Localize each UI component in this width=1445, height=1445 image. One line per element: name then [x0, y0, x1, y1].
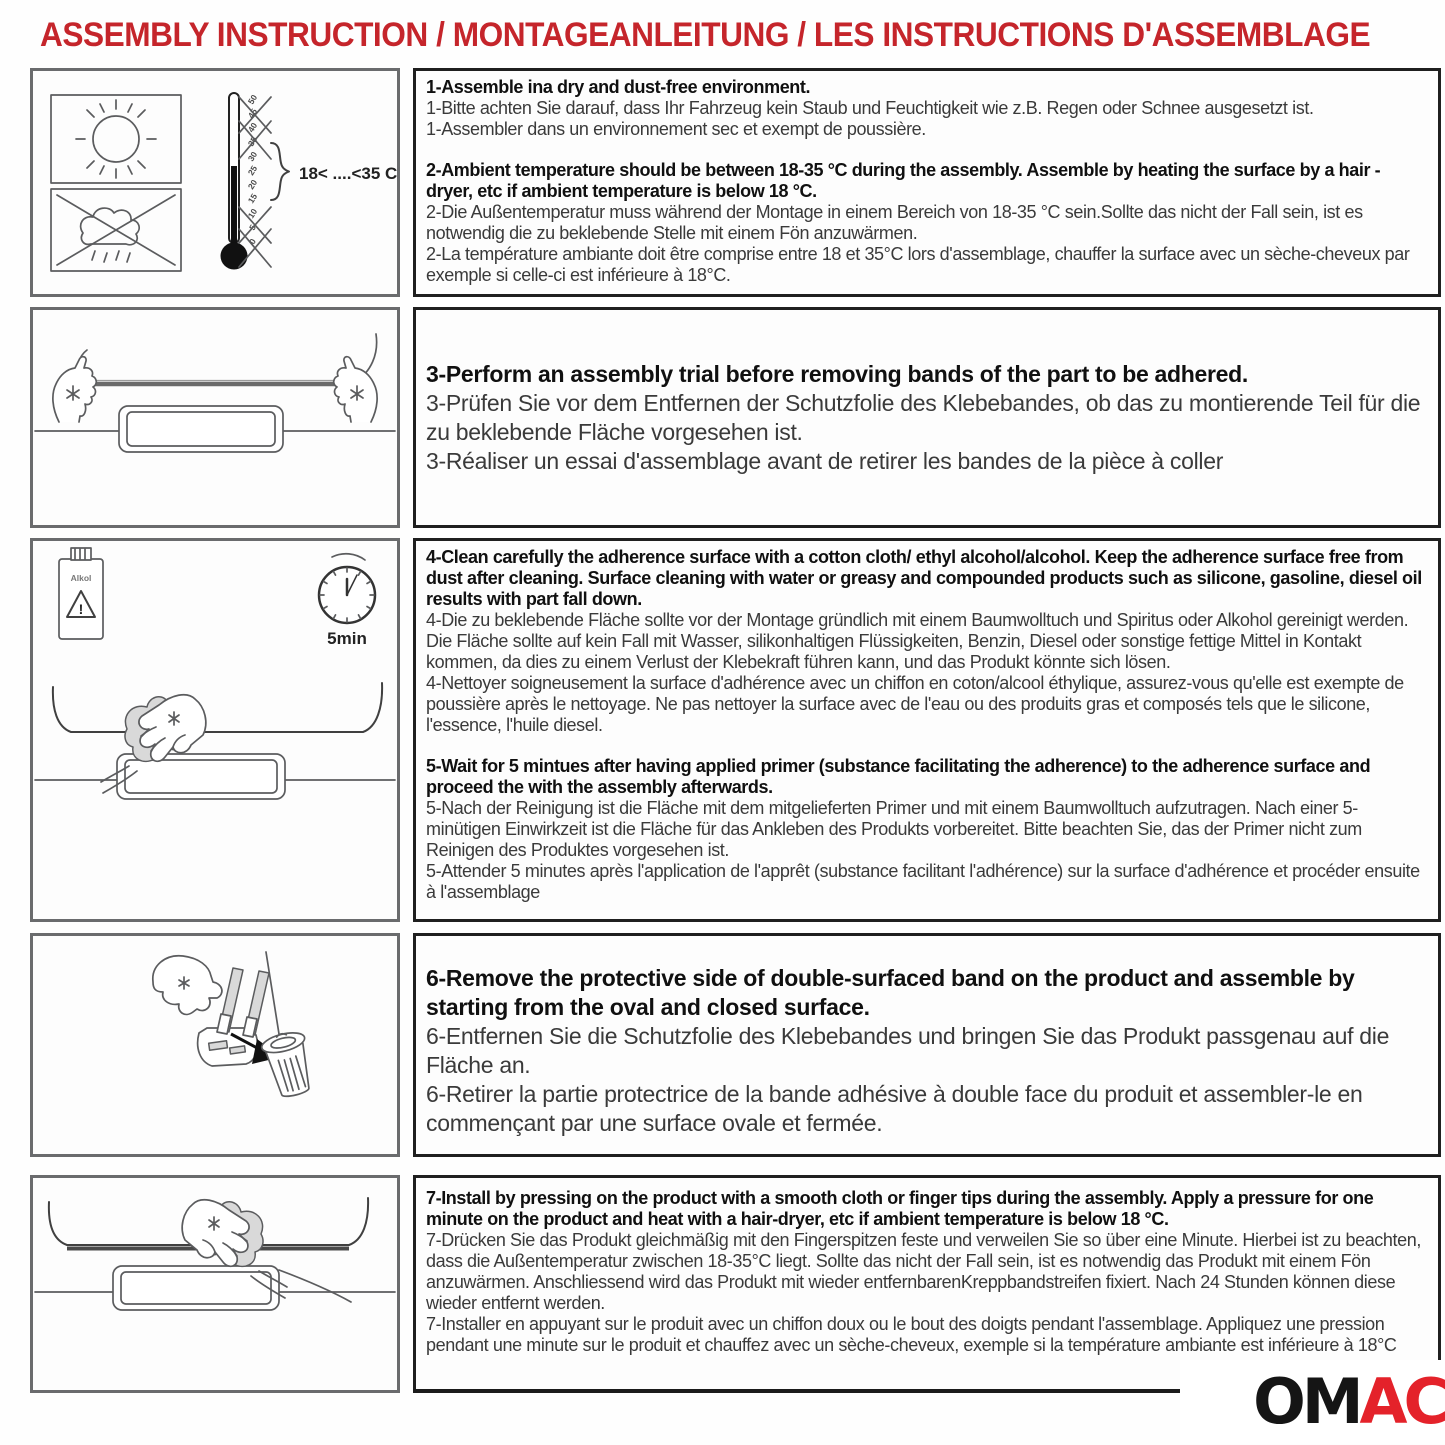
illustration-press-product: [30, 1175, 400, 1393]
no-rain-icon: [51, 189, 181, 271]
thermometer-scale-value: 15: [245, 191, 260, 206]
step-5-en: 5-Wait for 5 mintues after having applied primer (substance facilitating the adherence) to the adherence surface and proceed the with the assembly afterwards.: [426, 756, 1371, 797]
step-6-en: 6-Remove the protective side of double-surfaced band on the product and assemble by starting from the oval and closed surface.: [426, 965, 1355, 1020]
step-2-en: 2-Ambient temperature should be between 18-35 °C during the assembly. Assemble by heating the surface by a hair -dryer, etc if ambient temperature is below 18 °C.: [426, 160, 1381, 201]
trim-strip: [69, 334, 377, 384]
thermometer-scale-value: 25: [245, 163, 260, 178]
range-brace: [271, 143, 289, 200]
step-5-group: [426, 756, 1426, 903]
warning-exclamation: !: [78, 601, 84, 617]
illustration-clean-surface: [30, 538, 400, 922]
page-title: ASSEMBLY INSTRUCTION / MONTAGEANLEITUNG / LES INSTRUCTIONS D'ASSEMBLAGE: [40, 16, 1371, 54]
step-7-group: [426, 1188, 1426, 1356]
thermometer-scale-value: 40: [245, 120, 260, 135]
thermometer-scale-value: 0: [246, 236, 258, 247]
step-7-en: 7-Install by pressing on the product with a smooth cloth or finger tips during the assembly. Apply a pressure for one minute on the product and heat with a hair-dryer, etc if ambient temperature is below 18 °C.: [426, 1188, 1374, 1229]
alcohol-bottle-label: Alkol: [70, 573, 92, 583]
logo-text-black: OM: [1253, 1365, 1360, 1438]
omac-logo: [1180, 1360, 1445, 1444]
cleaning-drawing: [33, 541, 397, 919]
step-5-de: 5-Nach der Reinigung ist die Fläche mit dem mitgelieferten Primer und mit einem Baumwolltuch aufzutragen. Nach einer 5-minütigen Einwirkzeit ist die Fläche für das Ankleben des Produkts vorbereitet. Bitte beachten Sie, das der Primer nicht zum Reinigen des Produktes vorgesehen ist.: [426, 798, 1362, 860]
step-7-fr: 7-Installer en appuyant sur le produit avec un chiffon doux ou le bout des doigts pendant l'assemblage. Appliquez une pression pendant une minute sur le produit et chauffez avec un sèche-cheveux, exemple si la température ambiante est inférieure à 18°C: [426, 1314, 1397, 1355]
step-2-fr: 2-La température ambiante doit être comprise entre 18 et 35°C lors d'assemblage, chauffer la surface avec un sèche-cheveux par exemple si celle-ci est inférieure à 18°C.: [426, 244, 1410, 285]
step-7-de: 7-Drücken Sie das Produkt gleichmäßig mit den Fingerspitzen feste und verweilen Sie so über eine Minute. Hierbei ist zu beachten, dass die Außentemperatur zwischen 18-35°C liegt. Sollte das nicht der Fall sein, ist es notwendig das Produkt mit einem Fön anzuwärmen. Anschliessend wird das Produkt mit wieder entfernbarenKreppbandstreifen fixiert. Nach 24 Stunden können diese wieder entfernt werden.: [426, 1230, 1421, 1313]
step-3-fr: 3-Réaliser un essai d'assemblage avant de retirer les bandes de la pièce à coller: [426, 448, 1224, 474]
license-plate-recess: [119, 406, 283, 452]
step-2-group: [426, 160, 1426, 286]
step-6-de: 6-Entfernen Sie die Schutzfolie des Klebebandes und bringen Sie das Produkt passgenau auf die Fläche an.: [426, 1023, 1390, 1078]
instructions-step-4-5: [413, 538, 1441, 922]
trash-can-icon: [260, 1029, 318, 1101]
left-hand-icon: [53, 357, 96, 422]
step-6-group: [426, 964, 1426, 1138]
thermometer-scale-value: 30: [245, 149, 260, 164]
protective-strips: [217, 968, 269, 1037]
thermometer-scale-value: 20: [245, 177, 260, 192]
instructions-step-3: [413, 307, 1441, 528]
instructions-step-6: [413, 933, 1441, 1157]
license-plate-recess: [113, 1266, 279, 1310]
thermometer-scale-value: 35: [245, 134, 260, 149]
step-3-de: 3-Prüfen Sie vor dem Entfernen der Schutzfolie des Klebebandes, ob das zu montierende Teil für die zu beklebende Fläche vorgesehen ist.: [426, 390, 1421, 445]
logo-text-red: AC: [1359, 1365, 1445, 1438]
step-4-fr: 4-Nettoyer soigneusement la surface d'adhérence avec un chiffon en coton/alcool éthylique, assurez-vous qu'elle est exempte de poussière après le nettoyage. Ne pas nettoyer la surface avec de l'eau ou des produits gras et composés tels que le silicone, l'essence, l'huile diesel.: [426, 673, 1404, 735]
environment-temperature-drawing: [33, 71, 397, 294]
guide-line: [279, 1270, 351, 1302]
illustration-assembly-trial: [30, 307, 400, 528]
thermometer-icon: [221, 93, 398, 270]
step-1-group: [426, 77, 1426, 140]
thermometer-scale-value: 10: [245, 206, 260, 221]
illustration-environment-temperature: [30, 68, 400, 297]
clock-icon: [319, 554, 375, 648]
temperature-range-label: 18< ....<35 C: [299, 164, 397, 183]
step-1-en: 1-Assemble ina dry and dust-free environment.: [426, 77, 811, 97]
sun-icon: [51, 95, 181, 183]
step-5-fr: 5-Attender 5 minutes après l'application de l'apprêt (substance facilitant l'adhérence) sur la surface d'adhérence et procéder ensuite à l'assemblage: [426, 861, 1420, 902]
pressing-drawing: [33, 1178, 397, 1390]
step-3-group: [426, 360, 1426, 476]
footer-rule: [413, 1389, 1185, 1393]
step-6-fr: 6-Retirer la partie protectrice de la bande adhésive à double face du produit et assembler-le en commençant par une surface ovale et fermée.: [426, 1081, 1363, 1136]
thermometer-scale-value: 5: [246, 222, 258, 233]
clock-duration-label: 5min: [327, 629, 367, 648]
step-4-de: 4-Die zu beklebende Fläche sollte vor der Montage gründlich mit einem Baumwolltuch und Spiritus oder Alkohol gereinigt werden. Die Fläche sollte auf kein Fall mit Wasser, silikonhaltigen Flüssigkeiten, Benzin, Diesel oder sonstige fettige Mittel in Kontakt kommen, da dies zu einem Verlust der Klebekraft führen kann, und das Produkt könnte sich lösen.: [426, 610, 1409, 672]
step-4-group: [426, 547, 1426, 736]
step-2-de: 2-Die Außentemperatur muss während der Montage in einem Bereich von 18-35 °C sein.Sollte das nicht der Fall sein, ist es notwendig die zu beklebende Stelle mit einem Fön anzuwärmen.: [426, 202, 1363, 243]
step-3-en: 3-Perform an assembly trial before removing bands of the part to be adhered.: [426, 361, 1249, 387]
thermometer-scale-value: 45: [245, 106, 260, 121]
step-4-en: 4-Clean carefully the adherence surface with a cotton cloth/ ethyl alcohol/alcohol. Keep the adherence surface free from dust after cleaning. Surface cleaning with water or greasy and compounded products such as silicone, gasoline, diesel oil results with part fall down.: [426, 547, 1422, 609]
instructions-step-1-2: [413, 68, 1441, 297]
illustration-remove-band: [30, 933, 400, 1157]
alcohol-bottle-icon: [59, 548, 103, 639]
step-1-de: 1-Bitte achten Sie darauf, dass Ihr Fahrzeug kein Staub und Feuchtigkeit wie z.B. Regen oder Schnee ausgesetzt ist.: [426, 98, 1314, 118]
pinching-hand-icon: [153, 956, 222, 1015]
step-1-fr: 1-Assembler dans un environnement sec et exempt de poussière.: [426, 119, 926, 139]
trunk-panel-line: [53, 683, 382, 732]
hands-holding-trim-drawing: [33, 310, 397, 525]
guide-line: [266, 952, 279, 1034]
peel-band-drawing: [33, 936, 397, 1154]
thermometer-scale-value: 50: [245, 92, 260, 107]
